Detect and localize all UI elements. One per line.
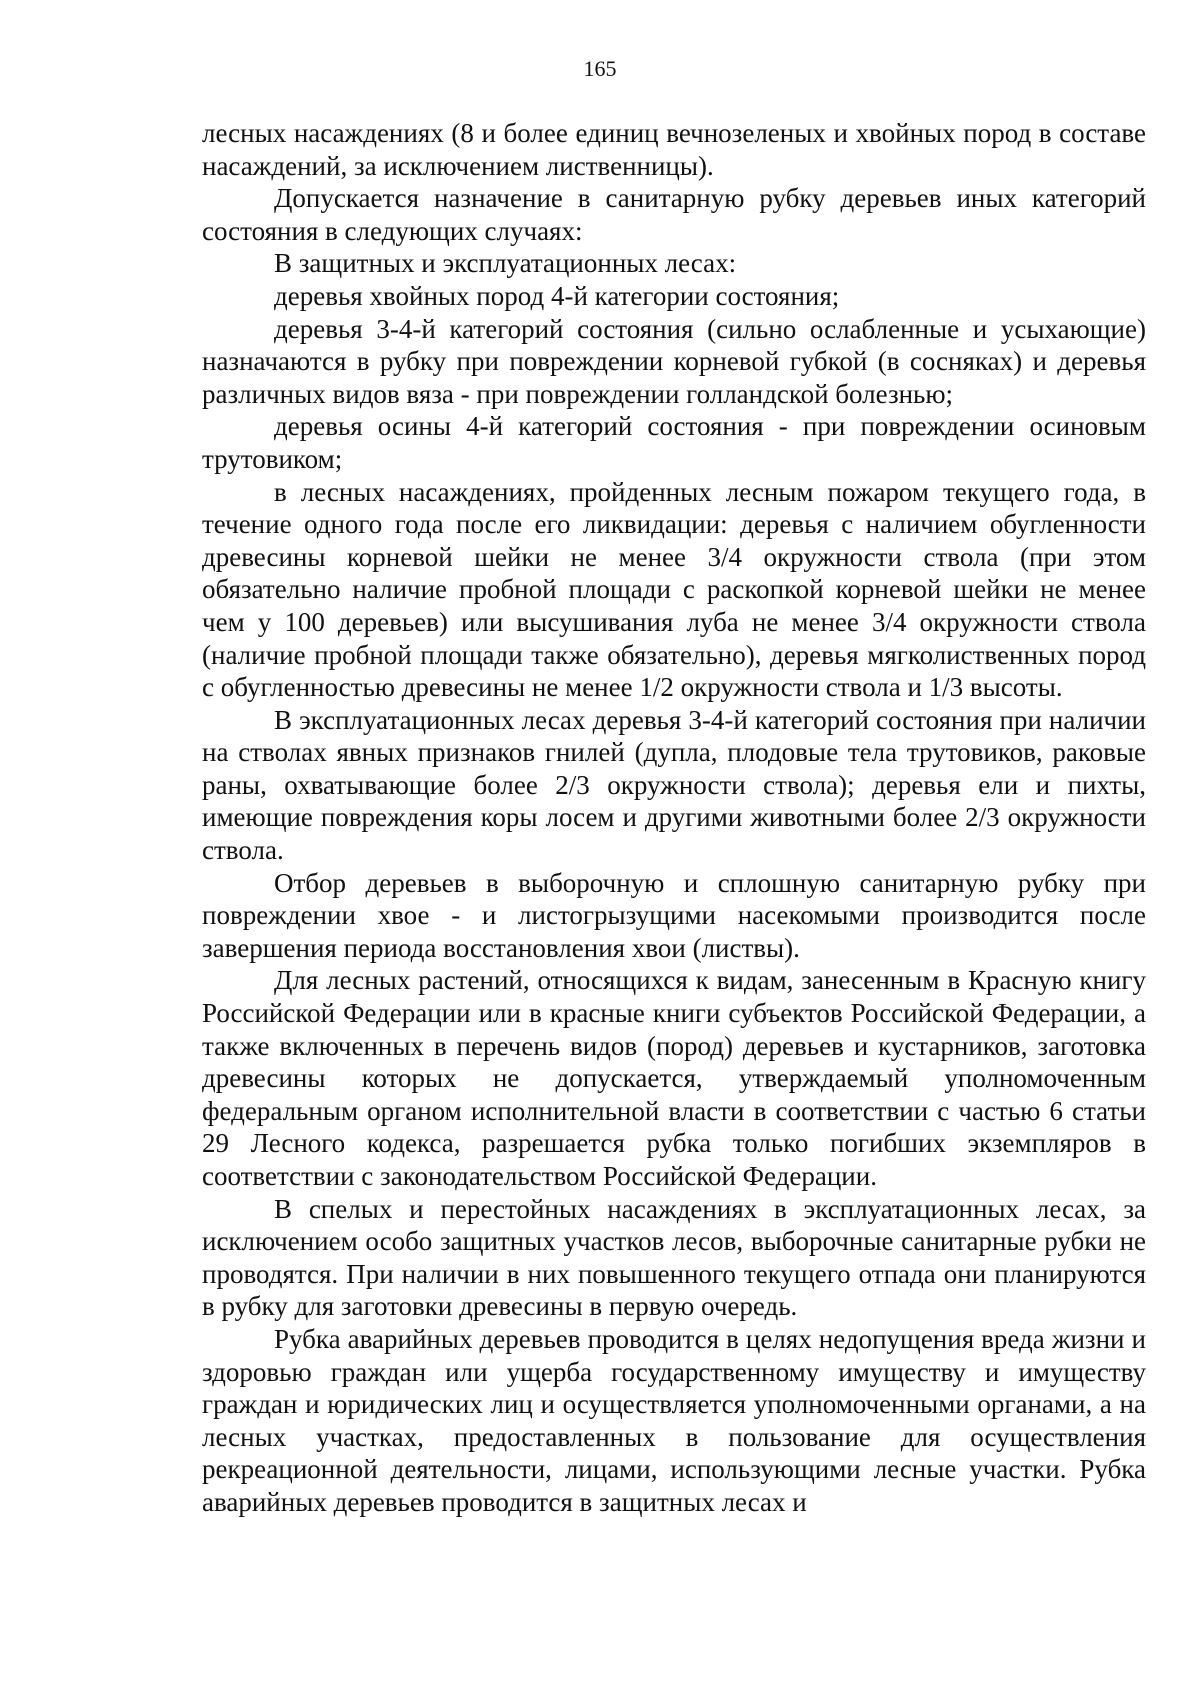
paragraph: деревья хвойных пород 4-й категории состояния; [274, 280, 840, 311]
paragraph: В спелых и перестойных насаждениях в эксплуатационных лесах, за исключением особо защитных участков лесов, выборочные санитарные рубки не проводятся. При наличии в них повышенного текущего отпада они планируются в рубку для заготовки древесины в первую очередь. [202, 1193, 1146, 1322]
page-number: 165 [583, 56, 617, 81]
paragraph: деревья 3-4-й категорий состояния (сильно ослабленные и усыхающие) назначаются в рубку при повреждении корневой губкой (в сосняках) и деревья различных видов вяза - при повреждении голландской болезнью; [202, 313, 1146, 409]
paragraph: В защитных и эксплуатационных лесах: [274, 248, 737, 279]
paragraph: деревья осины 4-й категорий состояния - при повреждении осиновым трутовиком; [202, 411, 1146, 474]
paragraph: Допускается назначение в санитарную рубку деревьев иных категорий состояния в следующих случаях: [202, 183, 1146, 246]
document-body [202, 117, 1146, 1519]
paragraph: в лесных насаждениях, пройденных лесным пожаром текущего года, в течение одного года после его ликвидации: деревья с наличием обугленности древесины корневой шейки не менее 3/4 окружности ствола (при этом обязательно наличие пробной площади с раскопкой корневой шейки не менее чем у 100 деревьев) или высушивания луба не менее 3/4 окружности ствола (наличие пробной площади также обязательно), деревья мягколиственных пород с обугленностью древесины не менее 1/2 окружности ствола и 1/3 высоты. [202, 476, 1146, 703]
paragraph: Рубка аварийных деревьев проводится в целях недопущения вреда жизни и здоровью граждан или ущерба государственному имуществу и имуществу граждан и юридических лиц и осуществляется уполномоченными органами, а на лесных участках, предоставленных в пользование для осуществления рекреационной деятельности, лицами, использующими лесные участки. Рубка аварийных деревьев проводится в защитных лесах и [202, 1323, 1146, 1517]
paragraph: В эксплуатационных лесах деревья 3-4-й категорий состояния при наличии на стволах явных признаков гнилей (дупла, плодовые тела трутовиков, раковые раны, охватывающие более 2/3 окружности ствола); деревья ели и пихты, имеющие повреждения коры лосем и другими животными более 2/3 окружности ствола. [202, 704, 1146, 866]
paragraph: Отбор деревьев в выборочную и сплошную санитарную рубку при повреждении хвое - и листогрызущими насекомыми производится после завершения периода восстановления хвои (листвы). [202, 867, 1146, 963]
paragraph: Для лесных растений, относящихся к видам, занесенным в Красную книгу Российской Федерации или в красные книги субъектов Российской Федерации, а также включенных в перечень видов (пород) деревьев и кустарников, заготовка древесины которых не допускается, утверждаемый уполномоченным федеральным органом исполнительной власти в соответствии с частью 6 статьи 29 Лесного кодекса, разрешается рубка только погибших экземпляров в соответствии с законодательством Российской Федерации. [202, 965, 1146, 1191]
paragraph-continuation: лесных насаждениях (8 и более единиц вечнозеленых и хвойных пород в составе насаждений, за исключением лиственницы). [202, 118, 1146, 181]
